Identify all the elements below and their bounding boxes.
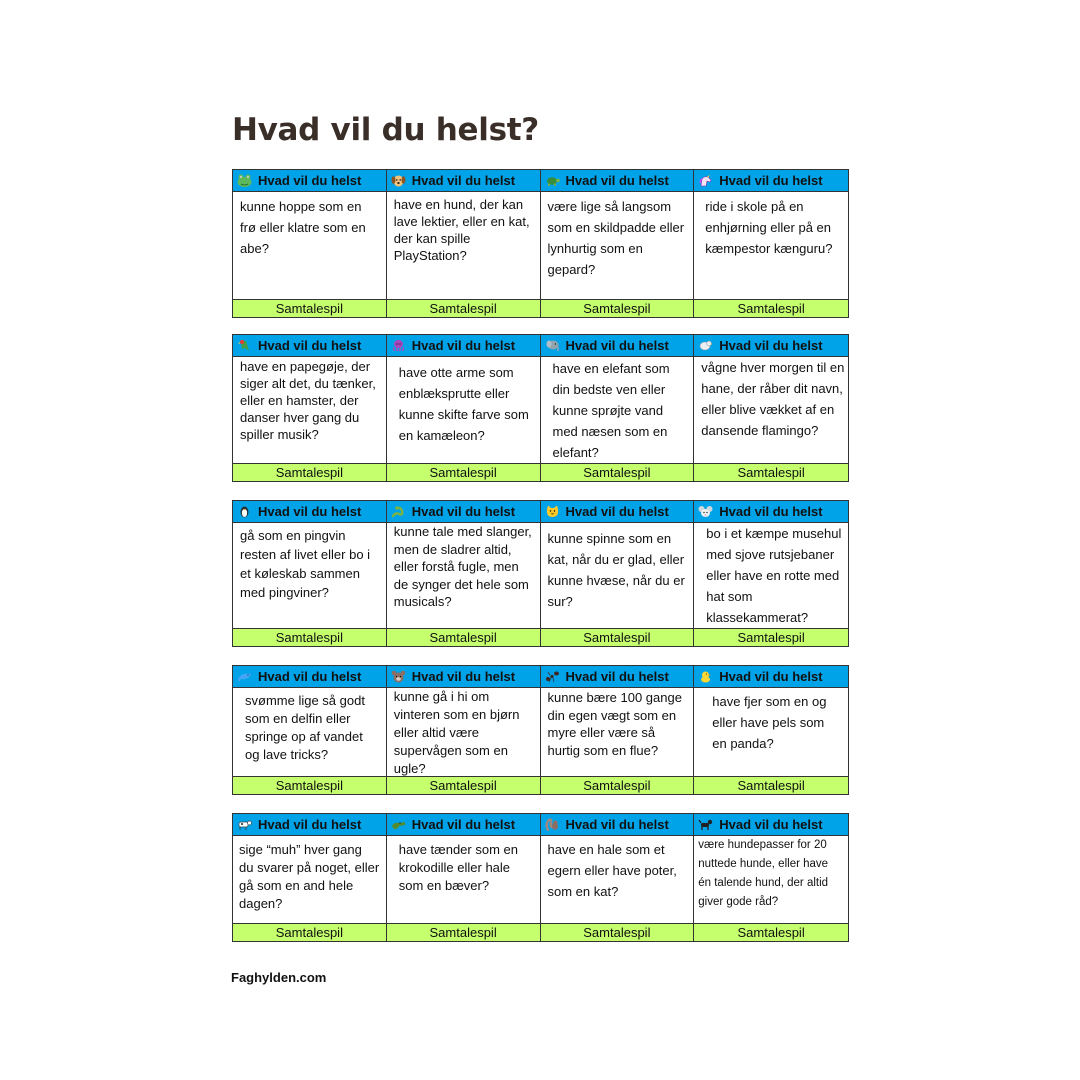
dolphin-icon bbox=[237, 670, 252, 683]
card-header bbox=[387, 814, 541, 836]
card-question: kunne spinne som en kat, når du er glad, eller kunne hvæse, når du er sur? bbox=[541, 523, 695, 628]
card-footer: Samtalespil bbox=[387, 628, 541, 646]
card-header-label: Hvad vil du helst bbox=[411, 504, 516, 519]
card-header bbox=[387, 335, 541, 357]
card-header-label: Hvad vil du helst bbox=[719, 504, 823, 519]
card-header-label: Hvad vil du helst bbox=[719, 669, 823, 684]
cow-icon bbox=[237, 818, 252, 831]
card-footer: Samtalespil bbox=[387, 776, 541, 794]
card-question: være lige så langsom som en skildpadde eller lynhurtig som en gepard? bbox=[541, 192, 695, 299]
card-footer: Samtalespil bbox=[233, 776, 387, 794]
penguin-icon bbox=[237, 505, 252, 518]
card-question: have en hale som et egern eller have poter, som en kat? bbox=[541, 836, 695, 923]
card-header bbox=[541, 666, 695, 688]
card-question: have tænder som en krokodille eller hale som en bæver? bbox=[387, 836, 541, 923]
card-footer: Samtalespil bbox=[541, 776, 695, 794]
card-header-label: Hvad vil du helst bbox=[565, 817, 669, 832]
elephant-icon bbox=[545, 339, 560, 352]
card-question: vågne hver morgen til en hane, der råber dit navn, eller blive vækket af en dansende flamingo? bbox=[701, 360, 845, 438]
card-question: gå som en pingvin resten af livet eller bo i et køleskab sammen med pingviner? bbox=[233, 523, 387, 628]
card-header bbox=[387, 170, 541, 192]
squirrel-icon bbox=[545, 818, 560, 831]
site-footer: Faghylden.com bbox=[231, 970, 327, 985]
page-title: Hvad vil du helst? bbox=[232, 112, 539, 148]
card-question: have otte arme som enblæksprutte eller kunne skifte farve som en kamæleon? bbox=[387, 357, 541, 463]
card-header bbox=[694, 814, 848, 836]
card-question: have en hund, der kan lave lektier, eller en kat, der kan spille PlayStation? bbox=[387, 192, 541, 299]
card-header-label: Hvad vil du helst bbox=[411, 338, 516, 353]
card-footer: Samtalespil bbox=[541, 923, 695, 941]
card-header bbox=[387, 666, 541, 688]
card-header bbox=[233, 666, 387, 688]
card-header bbox=[233, 335, 387, 357]
black-dog-icon bbox=[698, 818, 713, 831]
card-header bbox=[694, 666, 848, 688]
card-question: have en papegøje, der siger alt det, du tænker, eller en hamster, der danser hver gang du spiller musik? bbox=[233, 357, 387, 463]
card-question: ride i skole på en enhjørning eller på en kæmpestor kænguru? bbox=[705, 199, 833, 256]
card-row bbox=[232, 169, 849, 318]
card-question: kunne tale med slanger, men de sladrer altid, eller forstå fugle, men de synger det hele som musicals? bbox=[387, 523, 541, 628]
card-footer: Samtalespil bbox=[541, 463, 695, 481]
dog-face-icon bbox=[391, 174, 406, 187]
card-header-label: Hvad vil du helst bbox=[719, 173, 823, 188]
card-footer: Samtalespil bbox=[387, 299, 541, 317]
parrot-icon bbox=[237, 339, 252, 352]
card-question: være hundepasser for 20 nuttede hunde, eller have én talende hund, der altid giver gode råd? bbox=[698, 839, 829, 908]
turtle-icon bbox=[545, 174, 560, 187]
card-footer: Samtalespil bbox=[694, 299, 848, 317]
card-header-label: Hvad vil du helst bbox=[258, 669, 362, 684]
card-header-label: Hvad vil du helst bbox=[565, 669, 669, 684]
card-header bbox=[694, 170, 848, 192]
card-header-label: Hvad vil du helst bbox=[565, 504, 669, 519]
bear-face-icon bbox=[391, 670, 406, 683]
card-header-label: Hvad vil du helst bbox=[258, 817, 362, 832]
card-header-label: Hvad vil du helst bbox=[258, 504, 362, 519]
card-footer: Samtalespil bbox=[233, 463, 387, 481]
mouse-face-icon bbox=[698, 505, 713, 518]
card-header-label: Hvad vil du helst bbox=[411, 669, 516, 684]
octopus-icon bbox=[391, 339, 406, 352]
card-question: have fjer som en og eller have pels som en panda? bbox=[712, 694, 827, 751]
card-footer: Samtalespil bbox=[694, 776, 848, 794]
card-header bbox=[694, 501, 848, 523]
chick-icon bbox=[698, 670, 713, 683]
ant-icon bbox=[545, 670, 560, 683]
card-header-label: Hvad vil du helst bbox=[565, 173, 669, 188]
card-question: kunne gå i hi om vinteren som en bjørn eller altid være supervågen som en ugle? bbox=[387, 688, 541, 776]
bird-icon bbox=[698, 339, 713, 352]
card-header-label: Hvad vil du helst bbox=[258, 338, 362, 353]
card-footer: Samtalespil bbox=[387, 463, 541, 481]
unicorn-icon bbox=[698, 174, 713, 187]
card-header bbox=[694, 335, 848, 357]
card-header-label: Hvad vil du helst bbox=[411, 173, 516, 188]
card-header bbox=[233, 170, 387, 192]
card-header bbox=[233, 814, 387, 836]
snake-icon bbox=[391, 505, 406, 518]
card-question: sige “muh” hver gang du svarer på noget, eller gå som en and hele dagen? bbox=[233, 836, 387, 923]
card-footer: Samtalespil bbox=[233, 923, 387, 941]
card-question: kunne bære 100 gange din egen vægt som en myre eller være så hurtig som en flue? bbox=[541, 688, 695, 776]
crocodile-icon bbox=[391, 818, 406, 831]
card-row bbox=[232, 500, 849, 647]
card-question: bo i et kæmpe musehul med sjove rutsjebaner eller have en rotte med hat som klassekammerat? bbox=[706, 526, 842, 625]
card-header bbox=[541, 814, 695, 836]
card-footer: Samtalespil bbox=[233, 628, 387, 646]
card-header-label: Hvad vil du helst bbox=[719, 817, 823, 832]
card-header bbox=[541, 170, 695, 192]
card-header bbox=[541, 501, 695, 523]
card-footer: Samtalespil bbox=[694, 628, 848, 646]
card-row bbox=[232, 334, 849, 482]
card-footer: Samtalespil bbox=[541, 628, 695, 646]
card-footer: Samtalespil bbox=[694, 923, 848, 941]
card-footer: Samtalespil bbox=[694, 463, 848, 481]
card-header bbox=[233, 501, 387, 523]
card-row bbox=[232, 813, 849, 942]
card-row bbox=[232, 665, 849, 795]
cat-face-icon bbox=[545, 505, 560, 518]
card-question: have en elefant som din bedste ven eller kunne sprøjte vand med næsen som en elefant? bbox=[541, 357, 695, 463]
card-question: svømme lige så godt som en delfin eller springe op af vandet og lave tricks? bbox=[233, 688, 387, 776]
card-footer: Samtalespil bbox=[233, 299, 387, 317]
card-header bbox=[541, 335, 695, 357]
card-footer: Samtalespil bbox=[387, 923, 541, 941]
card-header bbox=[387, 501, 541, 523]
card-header-label: Hvad vil du helst bbox=[258, 173, 362, 188]
card-header-label: Hvad vil du helst bbox=[565, 338, 669, 353]
card-question: kunne hoppe som en frø eller klatre som en abe? bbox=[233, 192, 387, 299]
frog-icon bbox=[237, 174, 252, 187]
card-header-label: Hvad vil du helst bbox=[719, 338, 823, 353]
card-header-label: Hvad vil du helst bbox=[411, 817, 516, 832]
card-footer: Samtalespil bbox=[541, 299, 695, 317]
